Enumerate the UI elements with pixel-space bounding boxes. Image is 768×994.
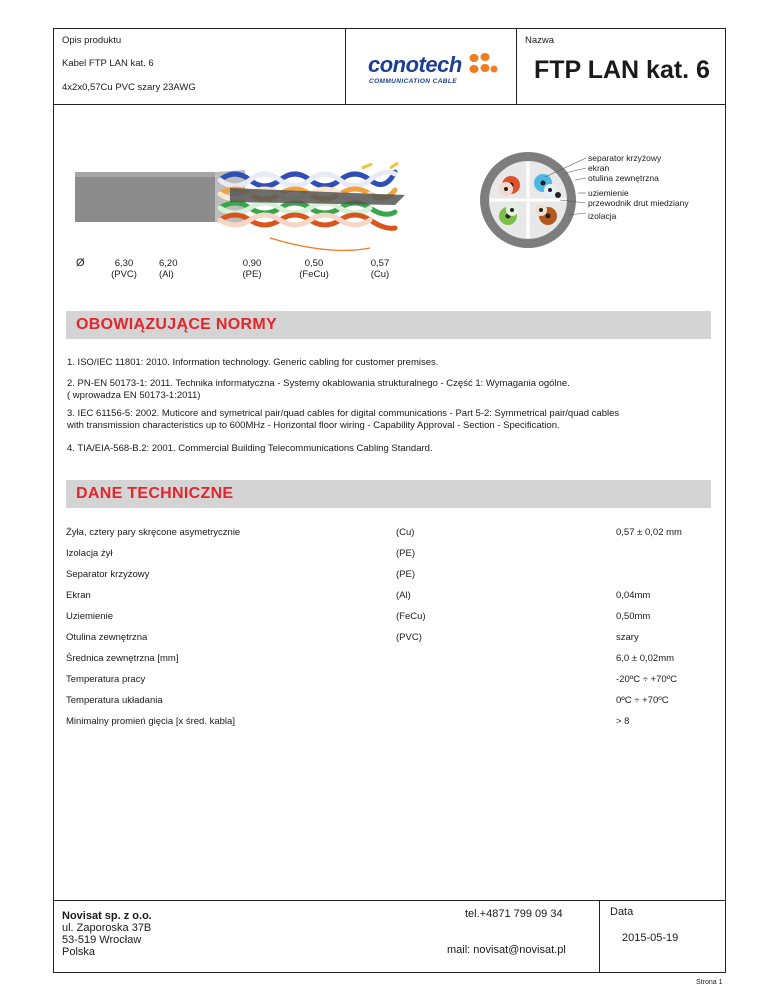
conotech-logo [368, 52, 498, 92]
tech-row-name: Uziemienie [66, 611, 113, 622]
company-street: ul. Zaporoska 37B [62, 922, 152, 934]
phone-number: tel.+4871 799 09 34 [465, 908, 563, 920]
dim-material: (Al) [159, 269, 174, 280]
tech-row [66, 695, 706, 709]
legend-separator: separator krzyżowy [588, 153, 662, 163]
dim-fecu [292, 258, 336, 280]
page-number: Strona 1 [696, 979, 723, 986]
legend-screen: ekran [588, 163, 610, 173]
tech-row-value: 0,50mm [616, 611, 651, 622]
tech-row [66, 632, 706, 646]
product-line-1: Kabel FTP LAN kat. 6 [62, 58, 154, 69]
dim-pvc [104, 258, 144, 280]
tech-row-name: Temperatura pracy [66, 674, 146, 685]
dim-value: 0,50 [304, 258, 324, 269]
legend-insulation: izolacja [588, 211, 617, 221]
tech-row-name: Minimalny promień gięcia [x śred. kabla] [66, 716, 235, 727]
product-line-2: 4x2x0,57Cu PVC szary 23AWG [62, 82, 196, 93]
footer-divider [53, 900, 726, 901]
norm-item-3: 3. IEC 61156-5: 2002. Muticore and symetrical pair/quad cables for digital communications - Part 5-2: Symmetrical pair/quad cables with transmission characteristics up to 600MHz - Horizontal floor wiring - Capability Approval - Section - Specification. [67, 408, 620, 431]
dim-value: 6,20 [159, 258, 178, 269]
tech-row-name: Żyła, cztery pary skręcone asymetrycznie [66, 527, 241, 538]
company-name: Novisat sp. z o.o. [62, 910, 152, 922]
dim-al [159, 258, 193, 280]
dim-cu [360, 258, 400, 280]
tech-row-material: (PVC) [396, 632, 422, 643]
tech-row-material: (Cu) [396, 527, 415, 538]
cable-side-illustration [70, 150, 415, 255]
legend-conductor: przewodnik drut miedziany [588, 198, 689, 208]
date-label: Data [610, 906, 634, 918]
logo-wordmark: conotech [368, 52, 462, 77]
dim-material: (Cu) [370, 269, 390, 280]
diameter-symbol: Ø [76, 257, 85, 269]
tech-row-value: > 8 [616, 716, 630, 727]
dim-value: 0,90 [242, 258, 262, 269]
dim-pe [232, 258, 272, 280]
tech-row-material: (FeCu) [396, 611, 426, 622]
tech-row-material: (Al) [396, 590, 411, 601]
tech-row-value: 0ºC ÷ +70ºC [616, 695, 669, 706]
legend-drain-wire: uziemienie [588, 188, 629, 198]
norms-title: OBOWIĄZUJĄCE NORMY [76, 316, 277, 333]
tech-row-name: Temperatura układania [66, 695, 163, 706]
tech-row-name: Średnica zewnętrzna [mm] [66, 653, 179, 664]
tech-header [66, 480, 711, 508]
logo-dots-icon [468, 53, 498, 77]
dim-material: (PE) [242, 269, 262, 280]
tech-row-value: 0,04mm [616, 590, 651, 601]
footer-col-divider [599, 900, 600, 973]
header-divider [53, 104, 726, 105]
norm-item-1: 1. ISO/IEC 11801: 2010. Information technology. Generic cabling for customer premises. [67, 357, 439, 368]
date-value: 2015-05-19 [622, 932, 679, 944]
company-country: Polska [62, 946, 96, 958]
company-city: 53-519 Wrocław [62, 934, 142, 946]
tech-row [66, 548, 706, 562]
norm-item-2: 2. PN-EN 50173-1: 2011. Technika informatyczna - Systemy okablowania strukturalnego - Część 1: Wymagania ogólne. ( wprowadza EN 50173-1:2011) [67, 378, 570, 401]
tech-row [66, 611, 706, 625]
tech-row-material: (PE) [396, 569, 415, 580]
tech-row [66, 590, 706, 604]
tech-row-name: Ekran [66, 590, 91, 601]
tech-row-name: Otulina zewnętrzna [66, 632, 148, 643]
tech-row-value: -20ºC ÷ +70ºC [616, 674, 677, 685]
name-label: Nazwa [525, 35, 555, 46]
tech-row-name: Separator krzyżowy [66, 569, 150, 580]
tech-row-value: 6,0 ± 0,02mm [616, 653, 675, 664]
dim-material: (PVC) [111, 269, 137, 280]
norms-header [66, 311, 711, 339]
tech-row [66, 716, 706, 730]
email-address: mail: novisat@novisat.pl [447, 944, 566, 956]
logo-subtitle: COMMUNICATION CABLE [369, 78, 457, 85]
tech-row-material: (PE) [396, 548, 415, 559]
desc-label: Opis produktu [62, 35, 122, 46]
dim-value: 6,30 [114, 258, 134, 269]
header-col-divider-2 [516, 28, 517, 105]
tech-row-value: szary [616, 632, 639, 643]
dim-value: 0,57 [370, 258, 390, 269]
tech-row-name: Izolacja żył [66, 548, 113, 559]
tech-title: DANE TECHNICZNE [76, 485, 234, 502]
tech-row [66, 674, 706, 688]
tech-row [66, 527, 706, 541]
legend-leader-lines [540, 155, 590, 245]
norm-item-4: 4. TIA/EIA-568-B.2: 2001. Commercial Building Telecommunications Cabling Standard. [67, 443, 433, 454]
dim-material: (FeCu) [299, 269, 329, 280]
legend-jacket: otulina zewnętrzna [588, 173, 659, 183]
tech-row [66, 569, 706, 583]
tech-row [66, 653, 706, 667]
tech-row-value: 0,57 ± 0,02 mm [616, 527, 682, 538]
product-name: FTP LAN kat. 6 [534, 56, 710, 84]
header-col-divider-1 [345, 28, 346, 105]
